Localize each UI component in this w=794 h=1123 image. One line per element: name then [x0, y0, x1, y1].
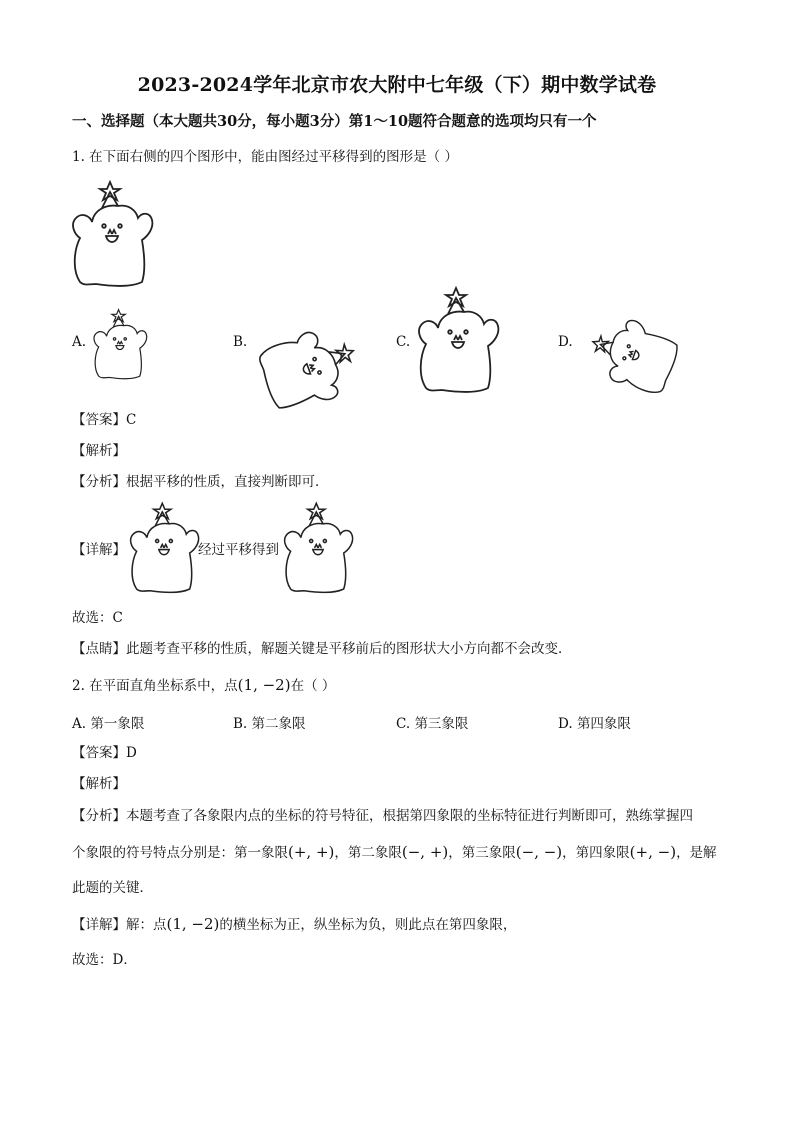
q1-detail-figure-before: [128, 510, 200, 596]
q1-analysis-tag: 【解析】: [72, 443, 126, 459]
q1-answer: [72, 410, 136, 430]
q2-sign-quadrant1: (+, +): [288, 843, 335, 861]
q1-original-figure: [70, 190, 154, 290]
q1-option-a-label: A.: [72, 334, 87, 350]
q1-answer-tag: 【答案】: [72, 412, 126, 428]
q2-option-d-text: 第四象限: [576, 716, 631, 732]
q2-option-b-text: 第二象限: [251, 716, 306, 732]
q2-detail-tag: 【详解】: [72, 917, 126, 933]
q1-comment-text: 此题考查平移的性质，解题关键是平移前后的图形状大小方向都不会改变．: [126, 641, 572, 657]
q1-comment: [72, 639, 572, 659]
q2-detail: [72, 914, 516, 935]
q2-fenxi-text2a: 个象限的符号特点分别是：第一象限: [72, 845, 288, 861]
q2-fenxi-tag: 【分析】: [72, 808, 126, 824]
q1-option-c-figure: [416, 296, 500, 396]
q2-stem: [72, 675, 335, 696]
section-heading: 一、选择题（本大题共30分，每小题3分）第1～10题符合题意的选项均只有一个: [72, 113, 597, 130]
q2-sign-quadrant4: (+, −): [629, 843, 677, 861]
q2-fenxi-text2c: ，第三象限: [448, 845, 516, 861]
q2-option-a-text: 第一象限: [90, 716, 145, 732]
q2-answer-tag: 【答案】: [72, 745, 126, 761]
q1-detail-tag: 【详解】: [72, 542, 126, 558]
q1-option-b-label: B.: [233, 334, 248, 350]
q1-answer-value: C: [126, 412, 137, 428]
q2-fenxi-text2b: ，第二象限: [334, 845, 402, 861]
q2-fenxi-line3: 此题的关键．: [72, 880, 153, 896]
q1-option-b-figure: [252, 302, 342, 382]
q2-option-a: [72, 712, 144, 732]
q2-detail-pre: 解：点: [126, 917, 167, 933]
q2-option-c-label: C.: [396, 716, 411, 732]
q2-detail-post: 的横坐标为正，纵坐标为负，则此点在第四象限，: [219, 917, 517, 933]
q1-stem: 1. 在下面右侧的四个图形中，能由图经过平移得到的图形是（ ）: [72, 149, 458, 165]
q2-sign-quadrant2: (−, +): [401, 843, 449, 861]
q1-option-d-figure: [580, 308, 660, 384]
q2-fenxi-text1: 本题考查了各象限内点的坐标的符号特征，根据第四象限的坐标特征进行判断即可，熟练掌握四: [126, 808, 693, 824]
q1-choice: 故选：C: [72, 610, 123, 626]
q2-fenxi-line2: [72, 842, 717, 863]
q2-stem-post: 在（ ）: [290, 678, 336, 694]
q1-fenxi-text: 根据平移的性质，直接判断即可．: [126, 474, 329, 490]
q2-point: (1, −2): [237, 676, 291, 694]
q2-fenxi-text2d: ，第四象限: [562, 845, 630, 861]
q2-choice: 故选：D．: [72, 952, 137, 968]
q2-option-b: [233, 712, 306, 732]
q1-option-a-figure: [92, 306, 154, 386]
q2-option-c: [396, 712, 468, 732]
q1-comment-tag: 【点睛】: [72, 641, 126, 657]
page-title: 2023-2024学年北京市农大附中七年级（下）期中数学试卷: [137, 74, 657, 96]
q2-answer-value: D: [126, 745, 137, 761]
q2-answer: [72, 743, 137, 763]
q1-fenxi-tag: 【分析】: [72, 474, 126, 490]
q1-option-c-label: C.: [396, 334, 411, 350]
q1-option-d-label: D.: [558, 334, 573, 350]
q2-option-d: [558, 712, 631, 732]
q2-option-c-text: 第三象限: [414, 716, 469, 732]
q2-option-b-label: B.: [233, 716, 248, 732]
q2-stem-pre: 2. 在平面直角坐标系中，点: [72, 678, 238, 694]
q2-detail-point: (1, −2): [166, 915, 220, 933]
q2-sign-quadrant3: (−, −): [515, 843, 563, 861]
q1-fenxi: [72, 472, 329, 492]
q2-analysis-tag: 【解析】: [72, 776, 126, 792]
q2-fenxi-text2e: ，是解: [676, 845, 717, 861]
q2-option-a-label: A.: [72, 716, 87, 732]
q1-detail-figure-after: [282, 510, 354, 596]
q2-fenxi-line1: [72, 806, 693, 826]
q1-detail-middle: 经过平移得到: [198, 542, 279, 558]
q2-option-d-label: D.: [558, 716, 573, 732]
